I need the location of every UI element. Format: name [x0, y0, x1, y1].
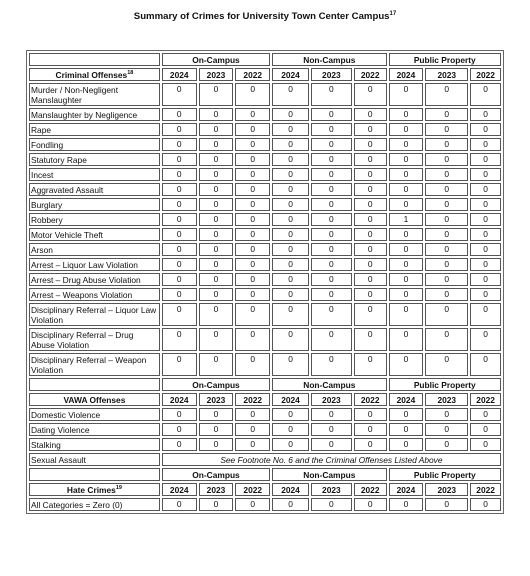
count-cell: 0 [199, 438, 234, 451]
row-label: Disciplinary Referral – Weapon Violation [29, 353, 160, 376]
count-cell: 0 [199, 228, 234, 241]
count-cell: 0 [425, 498, 468, 511]
count-cell: 0 [272, 83, 309, 106]
group-header: Non-Campus [272, 468, 386, 481]
year-header: 2023 [311, 68, 352, 81]
count-cell: 0 [199, 168, 234, 181]
count-cell: 0 [235, 83, 270, 106]
count-cell: 0 [311, 213, 352, 226]
year-header: 2023 [311, 483, 352, 496]
table-row [29, 198, 501, 211]
count-cell: 0 [272, 303, 309, 326]
count-cell: 0 [199, 273, 234, 286]
count-cell: 0 [470, 273, 501, 286]
count-cell: 0 [199, 123, 234, 136]
count-cell: 0 [272, 243, 309, 256]
count-cell: 0 [470, 423, 501, 436]
group-header: Public Property [389, 53, 501, 66]
table-row [29, 83, 501, 106]
count-cell: 0 [470, 243, 501, 256]
count-cell: 0 [272, 198, 309, 211]
group-header: Public Property [389, 468, 501, 481]
count-cell: 0 [235, 108, 270, 121]
year-header: 2022 [235, 483, 270, 496]
count-cell: 0 [235, 328, 270, 351]
count-cell: 0 [470, 153, 501, 166]
count-cell: 0 [354, 303, 387, 326]
count-cell: 0 [272, 123, 309, 136]
count-cell: 0 [162, 498, 197, 511]
group-header: On-Campus [162, 468, 270, 481]
count-cell: 0 [470, 498, 501, 511]
row-label: Manslaughter by Negligence [29, 108, 160, 121]
count-cell: 0 [272, 328, 309, 351]
count-cell: 0 [311, 498, 352, 511]
count-cell: 0 [235, 123, 270, 136]
table-row [29, 228, 501, 241]
count-cell: 0 [199, 153, 234, 166]
count-cell: 0 [311, 108, 352, 121]
count-cell: 0 [162, 438, 197, 451]
table-row [29, 183, 501, 196]
table-row [29, 258, 501, 271]
count-cell: 0 [162, 198, 197, 211]
count-cell: 0 [425, 183, 468, 196]
count-cell: 0 [425, 328, 468, 351]
count-cell: 0 [354, 353, 387, 376]
count-cell: 0 [311, 123, 352, 136]
table-row [29, 423, 501, 436]
count-cell: 0 [199, 108, 234, 121]
count-cell: 0 [389, 438, 424, 451]
count-cell: 0 [272, 408, 309, 421]
table-row [29, 353, 501, 376]
row-label: Stalking [29, 438, 160, 451]
count-cell: 0 [272, 423, 309, 436]
count-cell: 0 [162, 353, 197, 376]
year-header: 2022 [354, 68, 387, 81]
count-cell: 0 [162, 108, 197, 121]
count-cell: 0 [272, 273, 309, 286]
count-cell: 0 [389, 273, 424, 286]
row-label: Dating Violence [29, 423, 160, 436]
row-label: Arrest – Liquor Law Violation [29, 258, 160, 271]
count-cell: 0 [389, 258, 424, 271]
count-cell: 0 [354, 153, 387, 166]
count-cell: 0 [354, 168, 387, 181]
row-label: Domestic Violence [29, 408, 160, 421]
count-cell: 0 [354, 438, 387, 451]
group-header-row [29, 378, 501, 391]
row-label: Arson [29, 243, 160, 256]
count-cell: 0 [272, 498, 309, 511]
year-header: 2023 [199, 68, 234, 81]
count-cell: 0 [311, 183, 352, 196]
count-cell: 0 [199, 303, 234, 326]
count-cell: 0 [162, 153, 197, 166]
count-cell: 0 [272, 213, 309, 226]
count-cell: 0 [162, 303, 197, 326]
count-cell: 0 [470, 288, 501, 301]
count-cell: 0 [272, 353, 309, 376]
group-header: Non-Campus [272, 53, 386, 66]
count-cell: 0 [425, 108, 468, 121]
count-cell: 0 [311, 288, 352, 301]
count-cell: 0 [235, 258, 270, 271]
count-cell: 0 [235, 213, 270, 226]
count-cell: 0 [199, 408, 234, 421]
count-cell: 0 [389, 153, 424, 166]
count-cell: 0 [235, 198, 270, 211]
year-header: 2023 [425, 483, 468, 496]
count-cell: 0 [235, 438, 270, 451]
count-cell: 0 [235, 288, 270, 301]
count-cell: 0 [470, 198, 501, 211]
section-header [29, 68, 160, 81]
count-cell: 0 [389, 138, 424, 151]
count-cell: 0 [311, 273, 352, 286]
count-cell: 0 [311, 438, 352, 451]
count-cell: 0 [311, 408, 352, 421]
count-cell: 0 [199, 423, 234, 436]
count-cell: 0 [235, 303, 270, 326]
count-cell: 0 [272, 153, 309, 166]
count-cell: 0 [389, 288, 424, 301]
year-header: 2023 [311, 393, 352, 406]
corner-cell [29, 53, 160, 66]
count-cell: 0 [470, 438, 501, 451]
count-cell: 0 [235, 228, 270, 241]
row-label: Motor Vehicle Theft [29, 228, 160, 241]
count-cell: 0 [389, 183, 424, 196]
count-cell: 0 [311, 168, 352, 181]
count-cell: 0 [272, 108, 309, 121]
count-cell: 0 [354, 83, 387, 106]
count-cell: 0 [389, 353, 424, 376]
row-label: Sexual Assault [29, 453, 160, 466]
year-header: 2022 [470, 483, 501, 496]
crime-summary-table [26, 50, 504, 514]
count-cell: 0 [354, 243, 387, 256]
row-label: Disciplinary Referral – Liquor Law Violation [29, 303, 160, 326]
count-cell: 0 [199, 243, 234, 256]
count-cell: 0 [425, 83, 468, 106]
table-row [29, 303, 501, 326]
row-label: Burglary [29, 198, 160, 211]
count-cell: 0 [162, 258, 197, 271]
count-cell: 0 [235, 138, 270, 151]
year-header-row [29, 483, 501, 496]
group-header-row [29, 468, 501, 481]
count-cell: 0 [311, 303, 352, 326]
count-cell: 0 [470, 353, 501, 376]
count-cell: 0 [162, 288, 197, 301]
count-cell: 0 [425, 423, 468, 436]
count-cell: 0 [162, 423, 197, 436]
year-header-row [29, 393, 501, 406]
section-header-label: Hate Crimes [66, 484, 116, 495]
year-header: 2022 [235, 68, 270, 81]
count-cell: 0 [162, 123, 197, 136]
section-header-footnote: 18 [127, 69, 134, 76]
count-cell: 0 [425, 123, 468, 136]
count-cell: 0 [425, 228, 468, 241]
row-label: Arrest – Drug Abuse Violation [29, 273, 160, 286]
count-cell: 0 [354, 123, 387, 136]
count-cell: 0 [389, 83, 424, 106]
year-header: 2022 [470, 393, 501, 406]
group-header: On-Campus [162, 378, 270, 391]
year-header: 2024 [272, 68, 309, 81]
year-header: 2024 [272, 483, 309, 496]
group-header-row [29, 53, 501, 66]
row-label: Robbery [29, 213, 160, 226]
count-cell: 0 [354, 408, 387, 421]
count-cell: 0 [389, 168, 424, 181]
year-header: 2024 [389, 68, 424, 81]
count-cell: 0 [389, 498, 424, 511]
count-cell: 0 [354, 213, 387, 226]
group-header: On-Campus [162, 53, 270, 66]
year-header: 2024 [162, 393, 197, 406]
count-cell: 0 [311, 83, 352, 106]
count-cell: 0 [389, 123, 424, 136]
count-cell: 0 [162, 228, 197, 241]
count-cell: 0 [199, 183, 234, 196]
count-cell: 0 [425, 243, 468, 256]
count-cell: 0 [199, 138, 234, 151]
count-cell: 0 [235, 183, 270, 196]
table-row [29, 108, 501, 121]
year-header: 2023 [425, 393, 468, 406]
count-cell: 0 [470, 228, 501, 241]
count-cell: 0 [199, 288, 234, 301]
count-cell: 0 [199, 198, 234, 211]
count-cell: 0 [162, 273, 197, 286]
count-cell: 0 [425, 288, 468, 301]
table-row [29, 453, 501, 466]
year-header: 2024 [389, 483, 424, 496]
table-row [29, 438, 501, 451]
footnote-reference: See Footnote No. 6 and the Criminal Offenses Listed Above [162, 453, 501, 466]
count-cell: 0 [389, 198, 424, 211]
section-header-footnote: 19 [115, 484, 122, 491]
count-cell: 0 [425, 213, 468, 226]
table-row [29, 273, 501, 286]
count-cell: 0 [354, 423, 387, 436]
year-header: 2023 [199, 483, 234, 496]
count-cell: 0 [389, 423, 424, 436]
count-cell: 0 [272, 168, 309, 181]
count-cell: 0 [235, 353, 270, 376]
count-cell: 0 [162, 183, 197, 196]
count-cell: 0 [199, 213, 234, 226]
count-cell: 0 [235, 408, 270, 421]
count-cell: 0 [354, 138, 387, 151]
table-row [29, 243, 501, 256]
count-cell: 0 [199, 328, 234, 351]
count-cell: 0 [425, 353, 468, 376]
count-cell: 0 [311, 353, 352, 376]
row-label: Statutory Rape [29, 153, 160, 166]
count-cell: 0 [470, 138, 501, 151]
row-label: Arrest – Weapons Violation [29, 288, 160, 301]
count-cell: 0 [162, 243, 197, 256]
table-row [29, 138, 501, 151]
table-row [29, 168, 501, 181]
count-cell: 0 [162, 138, 197, 151]
count-cell: 0 [235, 153, 270, 166]
count-cell: 0 [389, 243, 424, 256]
section-header-label: Criminal Offenses [55, 69, 128, 80]
count-cell: 0 [235, 168, 270, 181]
count-cell: 0 [354, 328, 387, 351]
count-cell: 0 [272, 288, 309, 301]
count-cell: 0 [199, 258, 234, 271]
count-cell: 0 [354, 198, 387, 211]
table-row [29, 213, 501, 226]
count-cell: 0 [272, 438, 309, 451]
count-cell: 0 [425, 138, 468, 151]
row-label: Fondling [29, 138, 160, 151]
group-header: Non-Campus [272, 378, 386, 391]
count-cell: 0 [272, 138, 309, 151]
page-title: Summary of Crimes for University Town Center Campus$^{17}$ [133, 10, 397, 22]
count-cell: 0 [470, 408, 501, 421]
year-header: 2022 [354, 393, 387, 406]
count-cell: 0 [311, 198, 352, 211]
count-cell: 0 [470, 108, 501, 121]
count-cell: 0 [235, 498, 270, 511]
count-cell: 0 [199, 498, 234, 511]
row-label: Rape [29, 123, 160, 136]
count-cell: 0 [354, 288, 387, 301]
count-cell: 0 [162, 213, 197, 226]
count-cell: 0 [235, 243, 270, 256]
count-cell: 0 [354, 498, 387, 511]
year-header: 2022 [470, 68, 501, 81]
count-cell: 0 [311, 328, 352, 351]
count-cell: 0 [470, 213, 501, 226]
row-label: Murder / Non-Negligent Manslaughter [29, 83, 160, 106]
year-header: 2023 [425, 68, 468, 81]
row-label: Aggravated Assault [29, 183, 160, 196]
count-cell: 0 [470, 123, 501, 136]
count-cell: 0 [425, 168, 468, 181]
count-cell: 0 [425, 438, 468, 451]
section-header-label: VAWA Offenses [63, 394, 126, 405]
count-cell: 0 [470, 168, 501, 181]
count-cell: 0 [354, 273, 387, 286]
count-cell: 0 [425, 198, 468, 211]
table-row [29, 328, 501, 351]
year-header-row [29, 68, 501, 81]
year-header: 2022 [235, 393, 270, 406]
year-header: 2023 [199, 393, 234, 406]
count-cell: 0 [162, 328, 197, 351]
title-footnote: 17 [389, 10, 397, 17]
table-row [29, 153, 501, 166]
table-row [29, 288, 501, 301]
count-cell: 0 [162, 408, 197, 421]
table-row [29, 408, 501, 421]
count-cell: 0 [311, 153, 352, 166]
row-label: Disciplinary Referral – Drug Abuse Violation [29, 328, 160, 351]
count-cell: 0 [389, 228, 424, 241]
group-header: Public Property [389, 378, 501, 391]
count-cell: 0 [162, 83, 197, 106]
count-cell: 0 [470, 303, 501, 326]
count-cell: 0 [389, 328, 424, 351]
count-cell: 0 [354, 228, 387, 241]
year-header: 2024 [162, 483, 197, 496]
count-cell: 0 [425, 273, 468, 286]
count-cell: 0 [199, 353, 234, 376]
count-cell: 0 [235, 423, 270, 436]
count-cell: 0 [389, 108, 424, 121]
table-row [29, 123, 501, 136]
count-cell: 0 [425, 303, 468, 326]
count-cell: 0 [425, 258, 468, 271]
count-cell: 0 [470, 258, 501, 271]
count-cell: 0 [272, 228, 309, 241]
row-label: Incest [29, 168, 160, 181]
count-cell: 0 [311, 138, 352, 151]
count-cell: 0 [354, 258, 387, 271]
count-cell: 0 [311, 258, 352, 271]
count-cell: 0 [354, 108, 387, 121]
table-row [29, 498, 501, 511]
count-cell: 0 [470, 328, 501, 351]
row-label: All Categories = Zero (0) [29, 498, 160, 511]
count-cell: 0 [162, 168, 197, 181]
count-cell: 0 [470, 83, 501, 106]
count-cell: 1 [389, 213, 424, 226]
count-cell: 0 [235, 273, 270, 286]
year-header: 2022 [354, 483, 387, 496]
count-cell: 0 [272, 183, 309, 196]
count-cell: 0 [354, 183, 387, 196]
section-header [29, 483, 160, 496]
count-cell: 0 [389, 408, 424, 421]
year-header: 2024 [389, 393, 424, 406]
count-cell: 0 [389, 303, 424, 326]
count-cell: 0 [199, 83, 234, 106]
count-cell: 0 [272, 258, 309, 271]
count-cell: 0 [311, 228, 352, 241]
count-cell: 0 [311, 243, 352, 256]
corner-cell [29, 468, 160, 481]
year-header: 2024 [162, 68, 197, 81]
section-header [29, 393, 160, 406]
count-cell: 0 [470, 183, 501, 196]
count-cell: 0 [425, 153, 468, 166]
year-header: 2024 [272, 393, 309, 406]
corner-cell [29, 378, 160, 391]
count-cell: 0 [311, 423, 352, 436]
count-cell: 0 [425, 408, 468, 421]
